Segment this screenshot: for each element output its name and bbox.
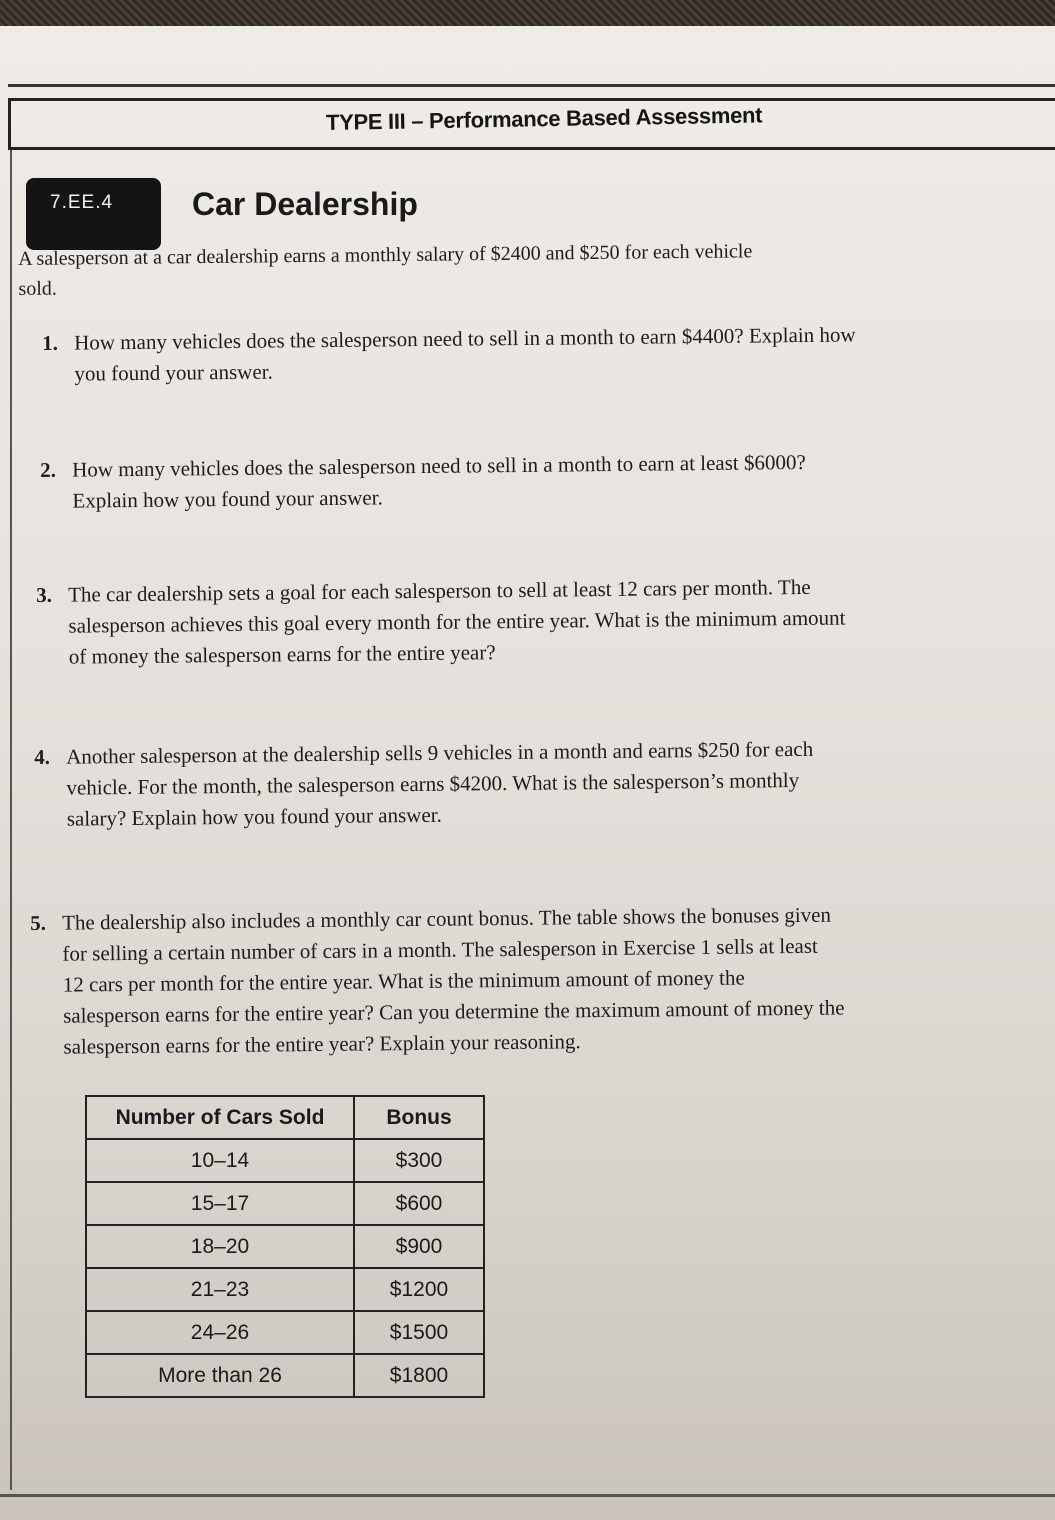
question-number: 5. (30, 910, 47, 935)
bonus-table (85, 1095, 485, 1398)
lesson-title: Car Dealership (192, 186, 418, 222)
question-text (72, 447, 806, 517)
bonus-cell: $1800 (354, 1354, 484, 1397)
cars-sold-cell: 10–14 (86, 1139, 354, 1182)
cars-sold-cell: 21–23 (86, 1268, 354, 1311)
question-number: 1. (42, 330, 59, 355)
table-header-row (86, 1096, 484, 1139)
question-line: salesperson earns for the entire year? Explain your reasoning. (63, 1029, 581, 1059)
bonus-cell: $900 (354, 1225, 484, 1268)
bonus-cell: $1200 (354, 1268, 484, 1311)
cars-sold-cell: More than 26 (86, 1354, 354, 1397)
cars-sold-cell: 15–17 (86, 1182, 354, 1225)
question-text (68, 572, 846, 673)
question-line: Another salesperson at the dealership sells 9 vehicles in a month and earns $250 for each (66, 736, 814, 769)
bonus-cell: $300 (354, 1139, 484, 1182)
table-row (86, 1268, 484, 1311)
question-line: The dealership also includes a monthly car count bonus. The table shows the bonuses given (62, 902, 832, 935)
question-line: The car dealership sets a goal for each salesperson to sell at least 12 cars per month. The (68, 574, 811, 607)
table-row (86, 1225, 484, 1268)
intro-line: A salesperson at a car dealership earns a monthly salary of $2400 and $250 for each vehicle (18, 240, 753, 270)
question-line: salesperson earns for the entire year? Can you determine the maximum amount of money the (63, 995, 845, 1028)
cars-sold-cell: 24–26 (86, 1311, 354, 1354)
standard-badge (26, 178, 161, 250)
question-line: for selling a certain number of cars in a month. The salesperson in Exercise 1 sells at least (62, 933, 818, 966)
question-line: 12 cars per month for the entire year. What is the minimum amount of money the (62, 965, 745, 997)
question-line: How many vehicles does the salesperson need to sell in a month to earn at least $6000? (72, 449, 806, 482)
column-header-cars-sold: Number of Cars Sold (86, 1096, 354, 1139)
question-line: of money the salesperson earns for the entire year? (68, 640, 496, 669)
table-row (86, 1182, 484, 1225)
cars-sold-cell: 18–20 (86, 1225, 354, 1268)
page-bottom-rule (0, 1494, 1055, 1497)
table-row (86, 1311, 484, 1354)
question-text (62, 899, 845, 1062)
question-line: How many vehicles does the salesperson need to sell in a month to earn $4400? Explain how (74, 322, 856, 355)
question-line: salary? Explain how you found your answer. (66, 802, 442, 831)
table-row (86, 1354, 484, 1397)
header-rule (8, 84, 1055, 87)
bonus-cell: $600 (354, 1182, 484, 1225)
column-header-bonus: Bonus (354, 1096, 484, 1139)
question-line: vehicle. For the month, the salesperson earns $4200. What is the salesperson’s monthly (66, 767, 800, 800)
assessment-type-title: TYPE III – Performance Based Assessment (325, 102, 763, 135)
intro-line: sold. (18, 277, 57, 300)
question-line: salesperson achieves this goal every month for the entire year. What is the minimum amount (68, 605, 846, 638)
question-number: 3. (36, 582, 53, 607)
question-text (66, 734, 814, 835)
question-line: Explain how you found your answer. (72, 485, 383, 513)
question-number: 2. (40, 457, 57, 482)
question-number: 4. (34, 744, 51, 769)
question-text (74, 319, 856, 389)
page-left-border (10, 150, 12, 1490)
question-line: you found your answer. (74, 359, 273, 386)
bonus-cell: $1500 (354, 1311, 484, 1354)
problem-intro (18, 235, 919, 304)
table-row (86, 1139, 484, 1182)
standard-code: 7.EE.4 (50, 192, 114, 213)
